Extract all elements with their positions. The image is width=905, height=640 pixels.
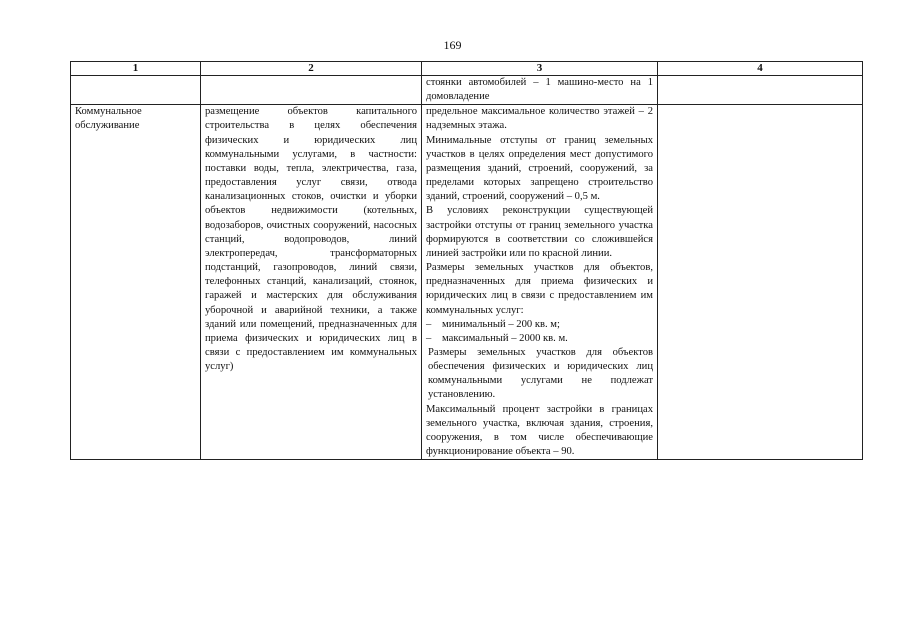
cell-parameters bbox=[422, 105, 658, 460]
list-item bbox=[426, 332, 653, 346]
dash-bullet: – bbox=[426, 318, 432, 330]
table-row-continuation bbox=[71, 76, 863, 105]
page-number: 169 bbox=[443, 38, 462, 52]
table-header-row bbox=[71, 62, 863, 76]
paragraph: предельное максимальное количество этажей – 2 надземных этажа. bbox=[426, 106, 653, 132]
dash-bullet: – bbox=[426, 332, 432, 344]
paragraph: Размеры земельных участков для объектов обеспечения физических и юридических лиц коммунальными услугами не подлежат установлению. bbox=[428, 346, 653, 401]
cell-use-type bbox=[71, 105, 201, 460]
header-col-1: 1 bbox=[71, 62, 201, 76]
list-item-text: минимальный – 200 кв. м; bbox=[442, 318, 560, 330]
use-description: размещение объектов капитального строительства в целях обеспечения физических и юридических лиц коммунальными услугами, в частности: поставки воды, тепла, электричества, газа, предоставления услуг связи, отвода канализационных стоков, очистки и уборки объектов недвижимости (котельных, водозаборов, очистных сооружений, насосных станций, водопроводов, линий электропередач, трансформаторных подстанций, газопроводов, линий связи, телефонных станций, канализаций, стоянок, гаражей и мастерских для обслуживания уборочной и аварийной техники, а также зданий или помещений, предназначенных для приема физических и юридических лиц в связи с предоставлением им коммунальных услуг) bbox=[205, 106, 417, 373]
cell-continuation-text bbox=[422, 76, 658, 105]
paragraph: Размеры земельных участков для объектов, предназначенных для приема физических и юридических лиц в связи с предоставлением им коммунальных услуг: bbox=[426, 262, 653, 316]
list-item-text: максимальный – 2000 кв. м. bbox=[442, 332, 568, 344]
header-col-2: 2 bbox=[201, 62, 422, 76]
cell-empty bbox=[201, 76, 422, 105]
cell-notes bbox=[658, 105, 863, 460]
header-col-4: 4 bbox=[658, 62, 863, 76]
table-row bbox=[71, 105, 863, 460]
paragraph: стоянки автомобилей – 1 машино-место на 1 домовладение bbox=[426, 77, 653, 103]
cell-empty bbox=[658, 76, 863, 105]
use-type-name: Коммунальное обслуживание bbox=[75, 106, 142, 132]
cell-empty bbox=[71, 76, 201, 105]
cell-description bbox=[201, 105, 422, 460]
list-item bbox=[426, 318, 653, 332]
header-col-3: 3 bbox=[422, 62, 658, 76]
paragraph: В условиях реконструкции существующей застройки отступы от границ земельного участка формируются в соответствии со сложившейся линией застройки или по красной линии. bbox=[426, 205, 653, 259]
paragraph: Максимальный процент застройки в границах земельного участка, включая здания, строения, сооружения, в том числе обеспечивающие функционирование объекта – 90. bbox=[426, 403, 653, 458]
paragraph: Минимальные отступы от границ земельных участков в целях определения мест допустимого размещения зданий, строений, сооружений, за пределами которых запрещено строительство зданий, строений, сооружений – 0,5 м. bbox=[426, 134, 653, 203]
regulations-table bbox=[70, 61, 863, 460]
